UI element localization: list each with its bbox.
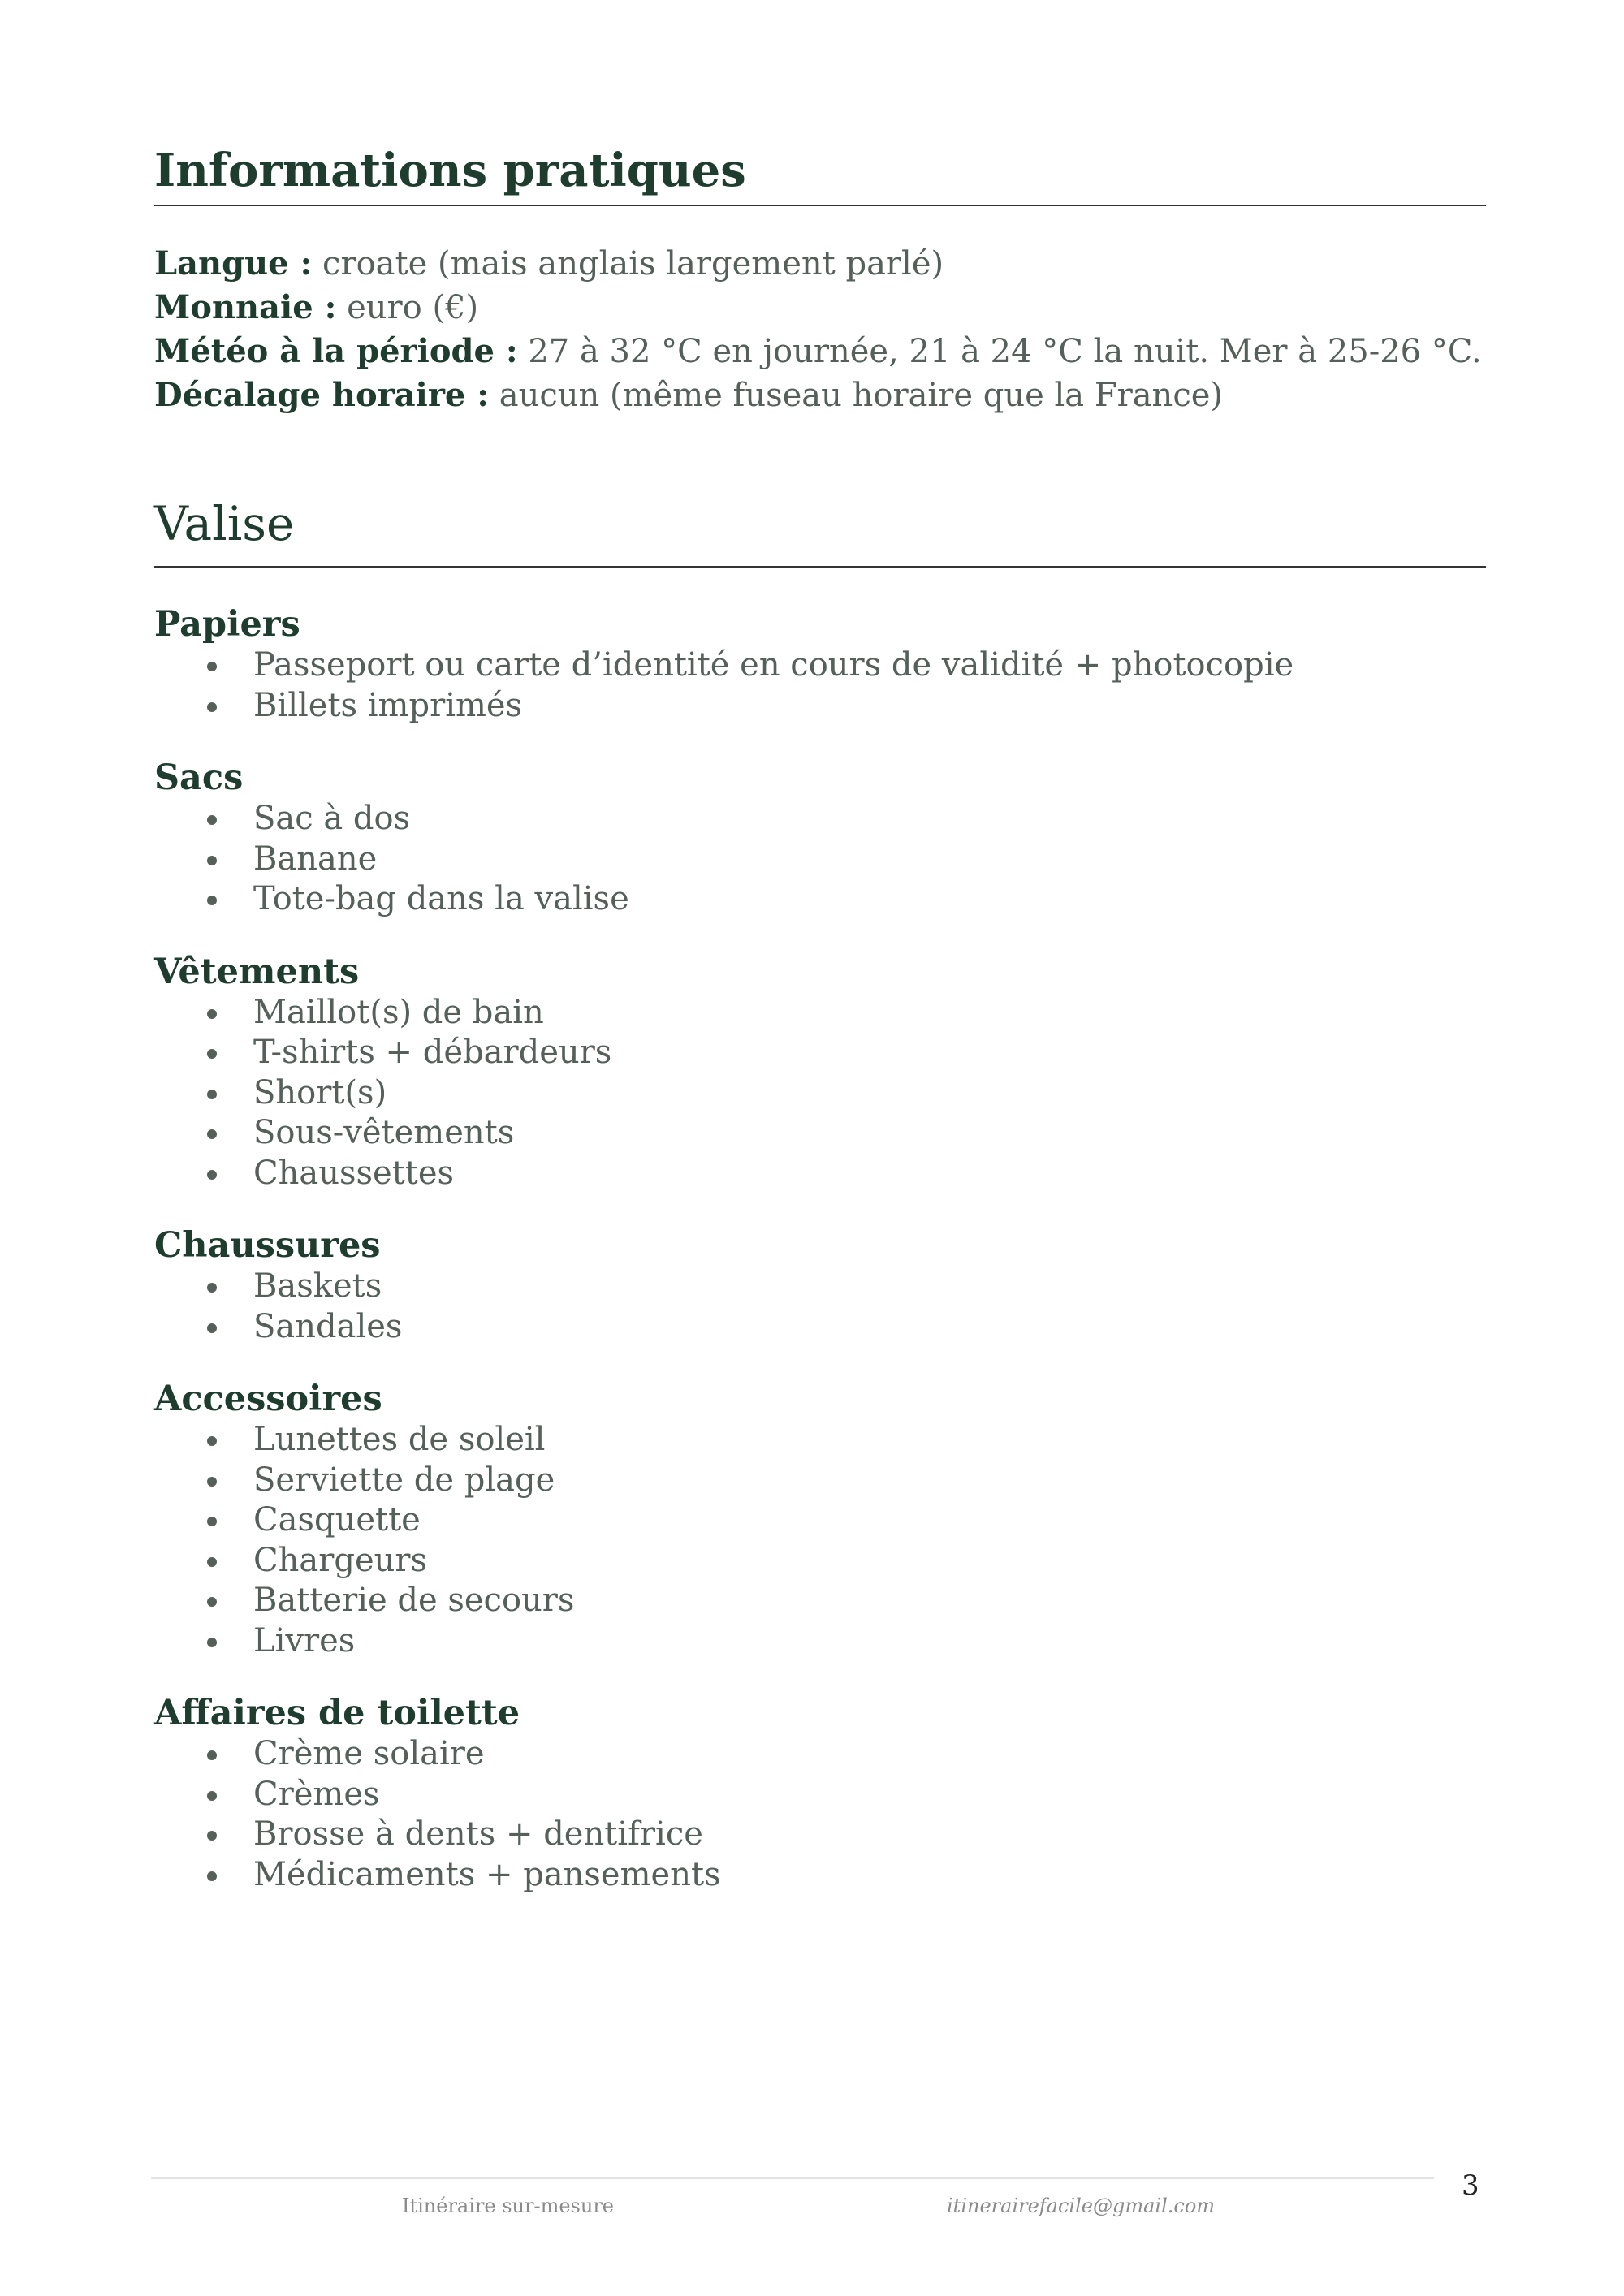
list-item: Sous-vêtements	[154, 1113, 1486, 1154]
list-item: Passeport ou carte d’identité en cours de validité + photocopie	[154, 645, 1486, 686]
list-item: Chaussettes	[154, 1154, 1486, 1194]
list-item: Short(s)	[154, 1073, 1486, 1114]
page-content	[154, 145, 1486, 1895]
list-item: Livres	[154, 1621, 1486, 1662]
info-row-currency	[154, 286, 1486, 330]
list-item: Maillot(s) de bain	[154, 993, 1486, 1034]
info-label: Météo à la période :	[154, 332, 518, 371]
packing-category	[154, 1224, 1486, 1347]
list-item: Banane	[154, 839, 1486, 880]
list-item: Brosse à dents + dentifrice	[154, 1815, 1486, 1855]
list-item: Chargeurs	[154, 1541, 1486, 1582]
info-label: Langue :	[154, 244, 313, 283]
footer-divider	[151, 2177, 1434, 2179]
packing-category	[154, 757, 1486, 920]
info-row-weather	[154, 330, 1486, 373]
category-heading: Sacs	[154, 757, 244, 799]
packing-category	[154, 951, 1486, 1194]
category-list	[154, 993, 1486, 1194]
category-heading: Papiers	[154, 604, 300, 645]
info-label: Décalage horaire :	[154, 376, 490, 415]
info-value: croate (mais anglais largement parlé)	[322, 245, 944, 283]
info-row-timezone	[154, 373, 1486, 417]
packing-list	[154, 603, 1486, 1895]
list-item: Billets imprimés	[154, 686, 1486, 727]
category-list	[154, 1734, 1486, 1895]
page-number: 3	[1462, 2169, 1479, 2202]
list-item: Baskets	[154, 1267, 1486, 1307]
list-item: Casquette	[154, 1500, 1486, 1541]
info-value: euro (€)	[347, 289, 479, 327]
category-list	[154, 1267, 1486, 1347]
category-heading: Affaires de toilette	[154, 1693, 520, 1734]
list-item: Serviette de plage	[154, 1461, 1486, 1501]
category-heading: Chaussures	[154, 1225, 381, 1267]
list-item: Tote-bag dans la valise	[154, 879, 1486, 920]
info-label: Monnaie :	[154, 288, 337, 327]
packing-category	[154, 1692, 1486, 1895]
packing-category	[154, 1378, 1486, 1661]
footer-title: Itinéraire sur-mesure	[402, 2195, 614, 2217]
list-item: T-shirts + débardeurs	[154, 1033, 1486, 1073]
list-item: Lunettes de soleil	[154, 1420, 1486, 1461]
list-item: Médicaments + pansements	[154, 1855, 1486, 1896]
list-item: Crèmes	[154, 1775, 1486, 1815]
info-value: 27 à 32 °C en journée, 21 à 24 °C la nuit. Mer à 25-26 °C.	[528, 333, 1482, 371]
category-list	[154, 799, 1486, 920]
category-heading: Accessoires	[154, 1379, 382, 1420]
info-heading: Informations pratiques	[154, 145, 1486, 206]
list-item: Batterie de secours	[154, 1581, 1486, 1621]
list-item: Sandales	[154, 1307, 1486, 1348]
packing-category	[154, 603, 1486, 726]
category-list	[154, 1420, 1486, 1661]
category-heading: Vêtements	[154, 951, 360, 992]
valise-heading: Valise	[154, 497, 1486, 568]
category-list	[154, 645, 1486, 726]
info-block	[154, 242, 1486, 417]
info-value: aucun (même fuseau horaire que la France)	[499, 377, 1223, 415]
footer-email: itinerairefacile@gmail.com	[947, 2195, 1216, 2217]
list-item: Crème solaire	[154, 1734, 1486, 1775]
info-row-language	[154, 242, 1486, 286]
list-item: Sac à dos	[154, 799, 1486, 839]
